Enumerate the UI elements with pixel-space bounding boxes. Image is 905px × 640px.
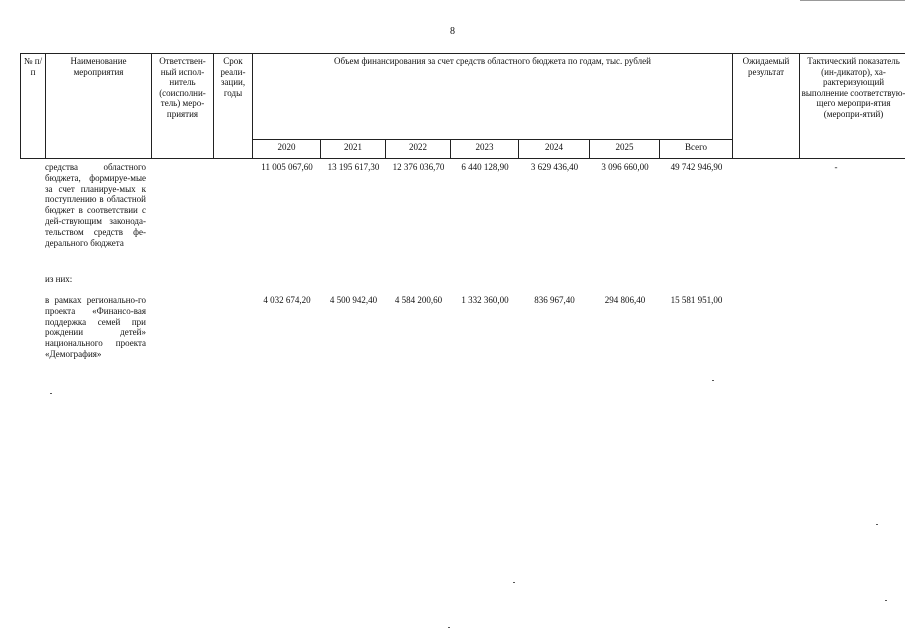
scan-speck	[876, 524, 878, 525]
page-edge-line	[800, 0, 905, 1]
page-number: 8	[450, 26, 455, 37]
row-3-value-2024: 836 967,40	[534, 295, 575, 305]
row-1-indicator: -	[834, 162, 838, 172]
row-3-value-2022: 4 584 200,60	[394, 295, 443, 305]
row-1-value-total: 49 742 946,90	[670, 162, 723, 172]
header-year-2020: 2020	[253, 140, 321, 159]
scan-speck	[513, 582, 515, 583]
header-responsible: Ответствен-ный испол-нитель (соисполни-тель) меро-приятия	[152, 54, 214, 159]
header-year-2024: 2024	[519, 140, 590, 159]
row-3-value-2025: 294 806,40	[604, 295, 646, 305]
row-1-value-2025: 3 096 660,00	[601, 162, 649, 172]
header-term: Срок реали-зации, годы	[214, 54, 253, 159]
header-expected-result: Ожидаемый результат	[733, 54, 800, 159]
row-3-value-2020: 4 032 674,20	[263, 295, 311, 305]
row-1-value-2020: 11 005 067,60	[261, 162, 313, 172]
row-2-label: из них:	[45, 274, 73, 284]
header-name: Наименование мероприятия	[46, 54, 152, 159]
header-number: № п/п	[21, 54, 46, 159]
header-year-2021: 2021	[321, 140, 386, 159]
row-1-value-2021: 13 195 617,30	[327, 162, 380, 172]
row-3-value-total: 15 581 951,00	[670, 295, 723, 305]
row-3-description: в рамках регионально-го проекта «Финансо-вая поддержка семей при рождении детей» национального проекта «Демография»	[45, 295, 146, 359]
scan-speck	[712, 380, 714, 381]
row-1-value-2023: 6 440 128,90	[461, 162, 509, 172]
scan-speck	[448, 627, 450, 628]
header-year-2023: 2023	[451, 140, 519, 159]
header-year-2025: 2025	[590, 140, 660, 159]
table-header	[20, 53, 905, 159]
scan-speck	[50, 393, 52, 394]
row-1-description: средства областного бюджета, формируе-мые за счет планируе-мых к поступлению в областной бюджет в соответствии с дей-ствующим законода-тельством средств фе-дерального бюджета	[45, 162, 146, 248]
header-indicator: Тактический показатель (ин-дикатор), ха-рактеризующий выполнение соответствую-щего меропри-ятия (меропри-ятий)	[800, 54, 905, 159]
row-3-value-2021: 4 500 942,40	[329, 295, 378, 305]
row-3-value-2023: 1 332 360,00	[461, 295, 509, 305]
header-year-2022: 2022	[386, 140, 451, 159]
header-total: Всего	[660, 140, 733, 159]
scan-speck	[885, 600, 887, 601]
row-1-value-2022: 12 376 036,70	[392, 162, 445, 172]
header-funding: Объем финансирования за счет средств областного бюджета по годам, тыс. рублей	[253, 54, 733, 140]
row-1-value-2024: 3 629 436,40	[530, 162, 579, 172]
